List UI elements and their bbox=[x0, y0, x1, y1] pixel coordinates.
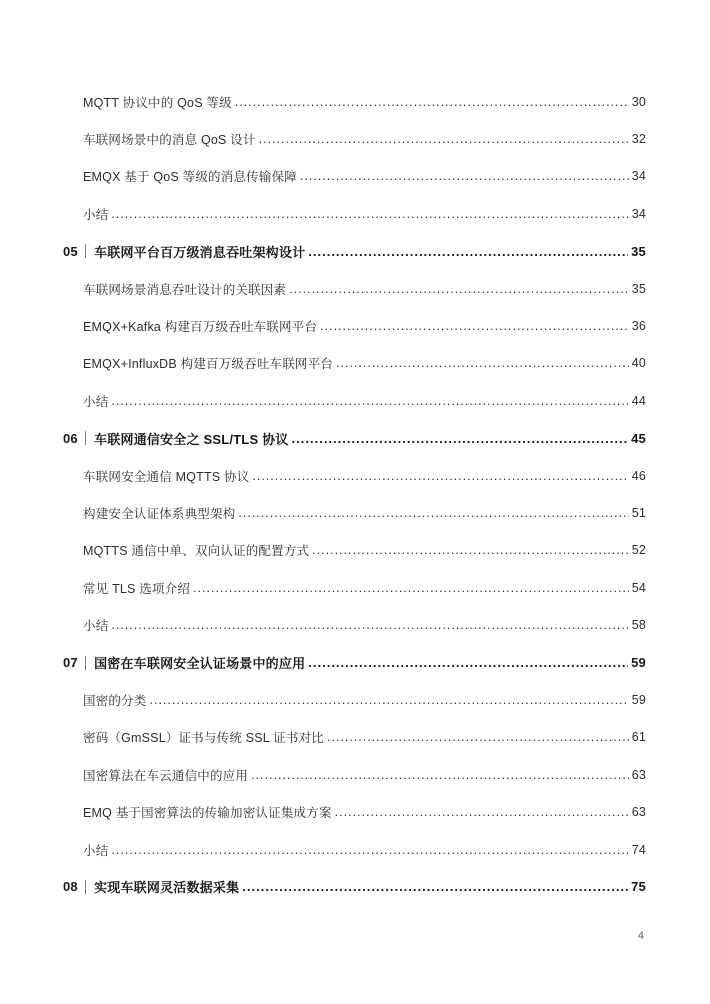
toc-entry-page: 35 bbox=[631, 281, 646, 296]
toc-entry-label: 实现车联网灵活数据采集 bbox=[94, 880, 240, 896]
toc-leader-dots bbox=[111, 394, 628, 408]
toc-entry[interactable] bbox=[63, 270, 646, 307]
toc-entry-number: 05 bbox=[63, 243, 78, 259]
toc-entry[interactable] bbox=[63, 158, 646, 195]
toc-entry-label: MQTTS 通信中单、双向认证的配置方式 bbox=[83, 544, 310, 559]
toc-entry-label: 国密在车联网安全认证场景中的应用 bbox=[94, 656, 306, 672]
toc-entry[interactable] bbox=[63, 120, 646, 157]
toc-entry-label: EMQX 基于 QoS 等级的消息传输保障 bbox=[83, 170, 297, 185]
toc-entry-page: 59 bbox=[631, 692, 646, 707]
toc-leader-dots bbox=[336, 356, 629, 370]
toc-entry-page: 32 bbox=[631, 132, 646, 147]
toc-entry-page: 46 bbox=[631, 468, 646, 483]
toc-entry-label: 国密的分类 bbox=[83, 693, 147, 708]
toc-entry[interactable] bbox=[63, 644, 646, 681]
toc-entry-page: 44 bbox=[631, 393, 646, 408]
toc-leader-dots bbox=[308, 244, 628, 259]
toc-entry-separator bbox=[85, 244, 86, 258]
toc-leader-dots bbox=[320, 319, 629, 333]
toc-leader-dots bbox=[242, 879, 628, 894]
toc-entry-label: 国密算法在车云通信中的应用 bbox=[83, 768, 249, 783]
toc-entry-label: 小结 bbox=[83, 619, 109, 634]
toc-entry[interactable] bbox=[63, 494, 646, 531]
toc-entry[interactable] bbox=[63, 233, 646, 270]
toc-entry-separator bbox=[85, 656, 86, 670]
toc-entry-page: 34 bbox=[631, 206, 646, 221]
toc-leader-dots bbox=[308, 655, 628, 670]
toc-leader-dots bbox=[327, 730, 629, 744]
toc-entry[interactable] bbox=[63, 345, 646, 382]
toc-entry-number: 08 bbox=[63, 879, 78, 895]
toc-entry-label: EMQ 基于国密算法的传输加密认证集成方案 bbox=[83, 806, 332, 821]
toc-entry-page: 74 bbox=[631, 842, 646, 857]
toc-entry-page: 35 bbox=[631, 243, 646, 259]
toc-leader-dots bbox=[150, 693, 629, 707]
toc-entry[interactable] bbox=[63, 420, 646, 457]
toc-entry[interactable] bbox=[63, 868, 646, 905]
toc-entry[interactable] bbox=[63, 756, 646, 793]
toc-leader-dots bbox=[111, 207, 628, 221]
toc-entry-page: 36 bbox=[631, 319, 646, 334]
toc-entry-page: 59 bbox=[631, 655, 646, 671]
toc-entry-label: 常见 TLS 选项介绍 bbox=[83, 581, 191, 596]
toc-entry[interactable] bbox=[63, 681, 646, 718]
toc-entry[interactable] bbox=[63, 719, 646, 756]
toc-leader-dots bbox=[238, 506, 628, 520]
toc-entry-label: 车联网安全通信 MQTTS 协议 bbox=[83, 469, 250, 484]
toc-leader-dots bbox=[235, 95, 629, 109]
toc-entry-label: 小结 bbox=[83, 207, 109, 222]
toc-entry[interactable] bbox=[63, 532, 646, 569]
toc-leader-dots bbox=[312, 543, 628, 557]
toc-entry[interactable] bbox=[63, 83, 646, 120]
toc-entry-label: 构建安全认证体系典型架构 bbox=[83, 506, 236, 521]
toc-entry-separator bbox=[85, 880, 86, 894]
toc-entry[interactable] bbox=[63, 793, 646, 830]
toc-entry[interactable] bbox=[63, 457, 646, 494]
toc-leader-dots bbox=[251, 768, 629, 782]
toc-entry[interactable] bbox=[63, 606, 646, 643]
toc-entry-label: 车联网通信安全之 SSL/TLS 协议 bbox=[94, 431, 289, 447]
toc-entry-label: 车联网平台百万级消息吞吐架构设计 bbox=[94, 244, 306, 260]
toc-leader-dots bbox=[335, 805, 629, 819]
toc-entry-label: 车联网场景消息吞吐设计的关联因素 bbox=[83, 282, 287, 297]
toc-leader-dots bbox=[289, 282, 628, 296]
toc-entry-separator bbox=[85, 431, 86, 445]
toc-entry-page: 40 bbox=[631, 356, 646, 371]
toc-entry-page: 51 bbox=[631, 505, 646, 520]
toc-leader-dots bbox=[111, 618, 628, 632]
toc-entry-page: 34 bbox=[631, 169, 646, 184]
toc-entry-page: 30 bbox=[631, 94, 646, 109]
toc-leader-dots bbox=[252, 469, 628, 483]
toc-entry-page: 75 bbox=[631, 879, 646, 895]
toc-entry-page: 45 bbox=[631, 430, 646, 446]
toc-entry-number: 06 bbox=[63, 430, 78, 446]
toc-entry-label: EMQX+InfluxDB 构建百万级吞吐车联网平台 bbox=[83, 357, 334, 372]
toc-leader-dots bbox=[193, 581, 629, 595]
toc-entry-page: 63 bbox=[631, 805, 646, 820]
toc-entry-page: 52 bbox=[631, 543, 646, 558]
toc-entry-label: 车联网场景中的消息 QoS 设计 bbox=[83, 133, 256, 148]
toc-entry-label: MQTT 协议中的 QoS 等级 bbox=[83, 95, 232, 110]
toc-leader-dots bbox=[292, 431, 629, 446]
toc-list bbox=[63, 83, 646, 906]
toc-entry[interactable] bbox=[63, 831, 646, 868]
toc-entry-page: 61 bbox=[631, 730, 646, 745]
toc-entry-label: 小结 bbox=[83, 394, 109, 409]
toc-entry[interactable] bbox=[63, 382, 646, 419]
toc-entry-page: 58 bbox=[631, 618, 646, 633]
toc-entry-label: 密码（GmSSL）证书与传统 SSL 证书对比 bbox=[83, 731, 324, 746]
toc-entry-number: 07 bbox=[63, 655, 78, 671]
toc-entry-page: 63 bbox=[631, 767, 646, 782]
toc-leader-dots bbox=[111, 843, 628, 857]
toc-entry-page: 54 bbox=[631, 580, 646, 595]
toc-entry[interactable] bbox=[63, 195, 646, 232]
toc-entry-label: EMQX+Kafka 构建百万级吞吐车联网平台 bbox=[83, 320, 318, 335]
toc-leader-dots bbox=[300, 169, 629, 183]
toc-leader-dots bbox=[259, 132, 629, 146]
footer-page-number: 4 bbox=[637, 930, 644, 942]
toc-entry[interactable] bbox=[63, 307, 646, 344]
toc-entry[interactable] bbox=[63, 569, 646, 606]
toc-entry-label: 小结 bbox=[83, 843, 109, 858]
